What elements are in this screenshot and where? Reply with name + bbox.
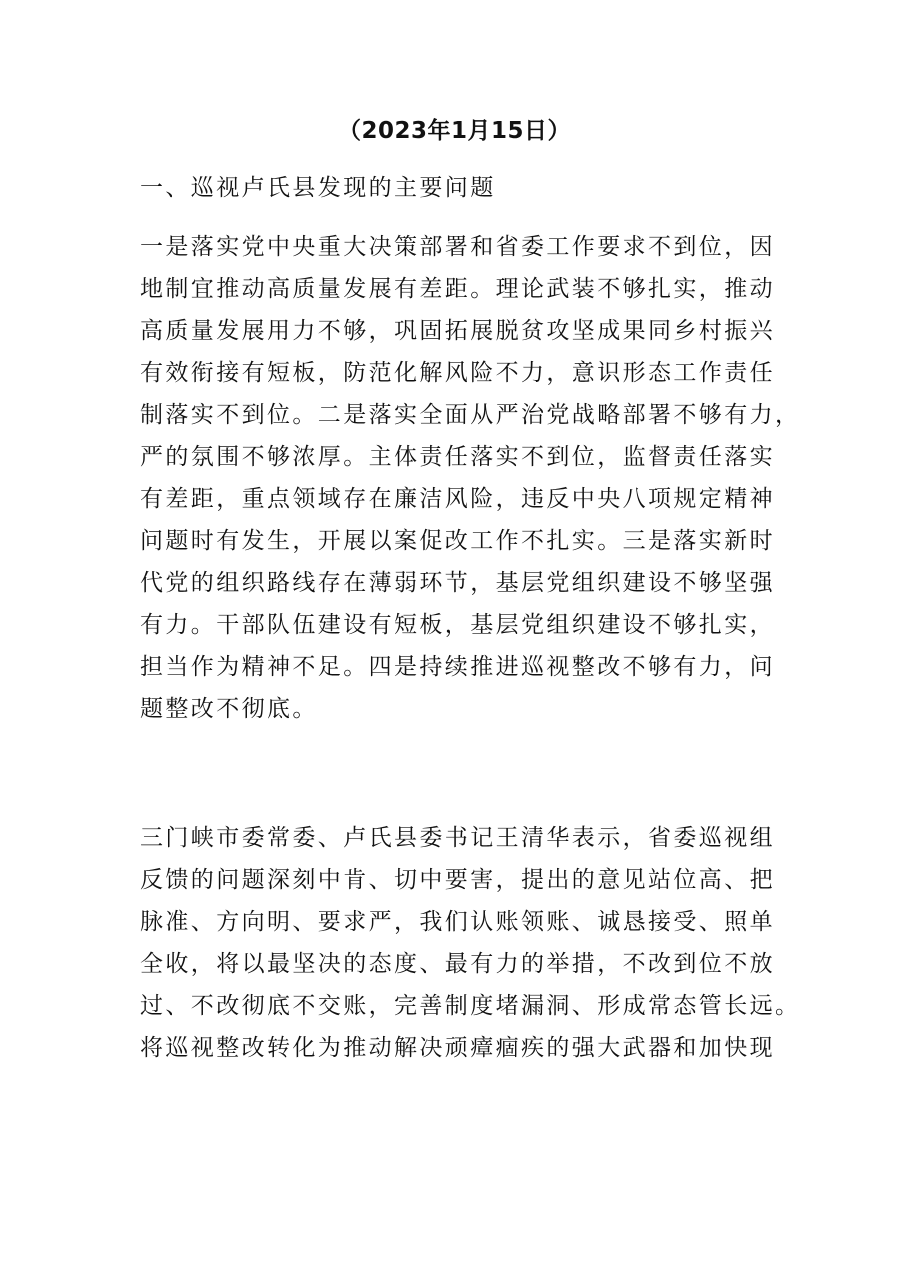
paragraph-line: 过、不改彻底不交账，完善制度堵漏洞、形成常态管长远。 xyxy=(140,993,801,1019)
paragraph-line: 有效衔接有短板，防范化解风险不力，意识形态工作责任 xyxy=(140,360,775,386)
paragraph-line: 反馈的问题深刻中肯、切中要害，提出的意见站位高、把 xyxy=(140,867,775,893)
paragraph-line: 有力。干部队伍建设有短板，基层党组织建设不够扎实， xyxy=(140,612,775,638)
paragraph-line: 三门峡市委常委、卢氏县委书记王清华表示，省委巡视组 xyxy=(140,825,775,851)
paragraph-main-problems xyxy=(140,226,801,730)
paragraph-line: 脉准、方向明、要求严，我们认账领账、诚恳接受、照单 xyxy=(140,909,775,935)
paragraph-line: 制落实不到位。二是落实全面从严治党战略部署不够有力， xyxy=(140,402,801,428)
paragraph-line: 有差距，重点领域存在廉洁风险，违反中央八项规定精神 xyxy=(140,486,775,512)
paragraph-line: 严的氛围不够浓厚。主体责任落实不到位，监督责任落实 xyxy=(140,444,775,470)
paragraph-line: 问题时有发生，开展以案促改工作不扎实。三是落实新时 xyxy=(140,528,775,554)
paragraph-statement xyxy=(140,817,801,1069)
paragraph-line: 代党的组织路线存在薄弱环节，基层党组织建设不够坚强 xyxy=(140,570,775,596)
paragraph-line: 将巡视整改转化为推动解决顽瘴痼疾的强大武器和加快现 xyxy=(140,1035,775,1061)
paragraph-line: 全收，将以最坚决的态度、最有力的举措，不改到位不放 xyxy=(140,951,775,977)
paragraph-line: 高质量发展用力不够，巩固拓展脱贫攻坚成果同乡村振兴 xyxy=(140,318,775,344)
paragraph-line: 地制宜推动高质量发展有差距。理论武装不够扎实，推动 xyxy=(140,276,775,302)
paragraph-line: 一是落实党中央重大决策部署和省委工作要求不到位，因 xyxy=(140,234,775,260)
paragraph-line: 题整改不彻底。 xyxy=(140,696,318,722)
paragraph-line: 担当作为精神不足。四是持续推进巡视整改不够有力，问 xyxy=(140,654,775,680)
section-heading: 一、巡视卢氏县发现的主要问题 xyxy=(140,175,496,201)
document-date: （2023年1月15日） xyxy=(337,118,572,144)
